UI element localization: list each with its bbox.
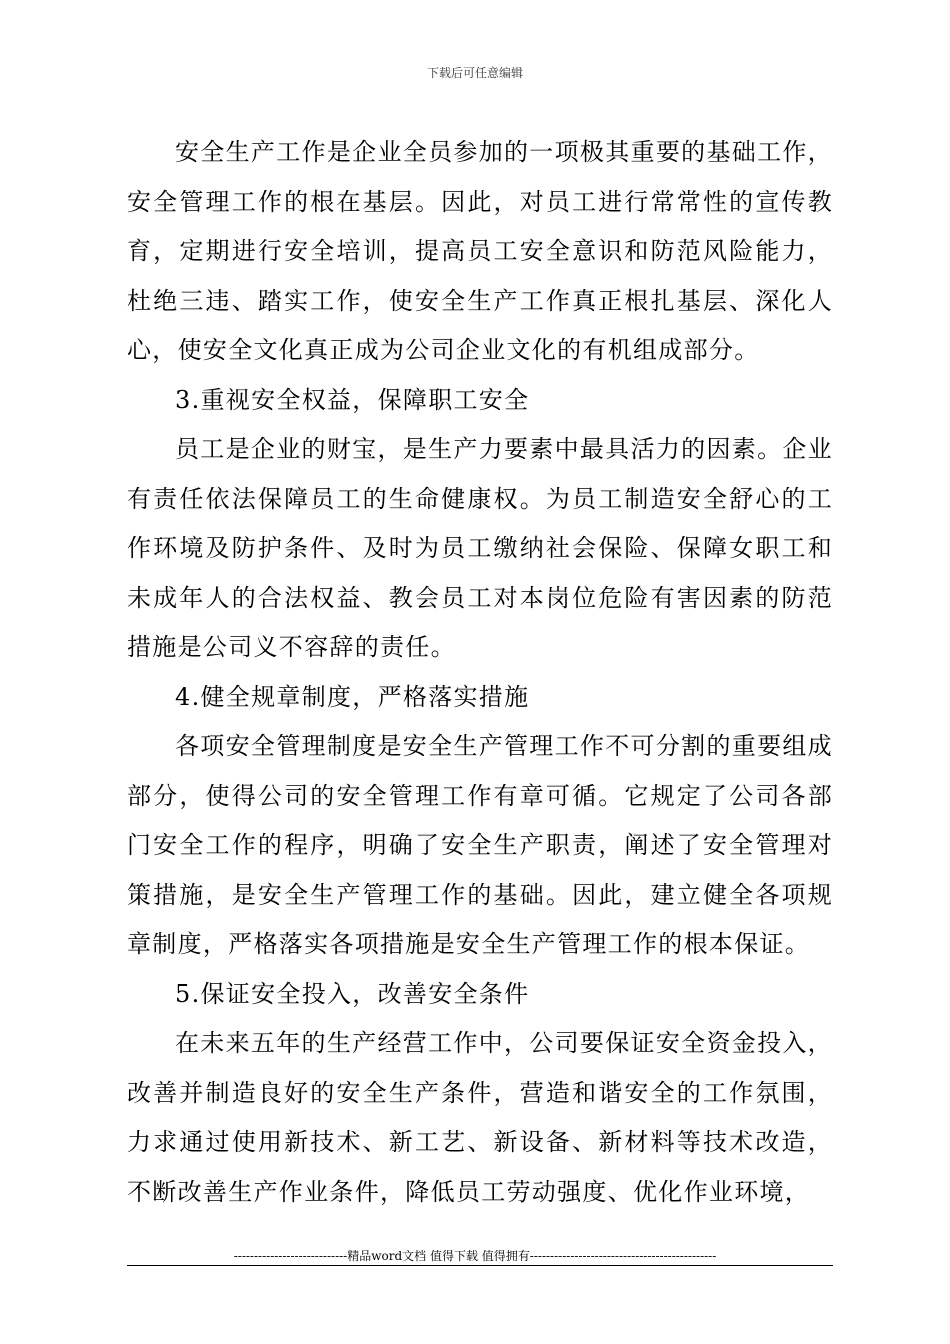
paragraph-safety-education: 安全生产工作是企业全员参加的一项极其重要的基础工作，安全管理工作的根在基层。因此，对员工进行常常性的宣传教育，定期进行安全培训，提高员工安全意识和防范风险能力，杜绝三违、踏实工作，使安全生产工作真正根扎基层、深化人心，使安全文化真正成为公司企业文化的有机组成部分。	[127, 138, 833, 364]
section-heading-3: 3.重视安全权益，保障职工安全	[175, 385, 530, 414]
page-footer: ----------------------------精品word文档 值得下载 值得拥有----------------------------------------------	[233, 1249, 717, 1263]
section-heading-5: 5.保证安全投入，改善安全条件	[175, 979, 530, 1008]
section-heading-4: 4.健全规章制度，严格落实措施	[175, 682, 530, 711]
paragraph-employee-rights: 员工是企业的财宝，是生产力要素中最具活力的因素。企业有责任依法保障员工的生命健康权。为员工制造安全舒心的工作环境及防护条件、及时为员工缴纳社会保险、保障女职工和未成年人的合法权益、教会员工对本岗位危险有害因素的防范措施是公司义不容辞的责任。	[127, 435, 833, 661]
page-header: 下载后可任意编辑	[426, 66, 523, 80]
footer-divider	[127, 1265, 833, 1266]
paragraph-safety-investment: 在未来五年的生产经营工作中，公司要保证安全资金投入，改善并制造良好的安全生产条件，营造和谐安全的工作氛围，力求通过使用新技术、新工艺、新设备、新材料等技术改造，不断改善生产作业条件，降低员工劳动强度、优化作业环境，	[127, 1029, 833, 1206]
paragraph-rules-regulations: 各项安全管理制度是安全生产管理工作不可分割的重要组成部分，使得公司的安全管理工作有章可循。它规定了公司各部门安全工作的程序，明确了安全生产职责，阐述了安全管理对策措施，是安全生产管理工作的基础。因此，建立健全各项规章制度，严格落实各项措施是安全生产管理工作的根本保证。	[127, 732, 833, 958]
document-body	[127, 128, 833, 1217]
